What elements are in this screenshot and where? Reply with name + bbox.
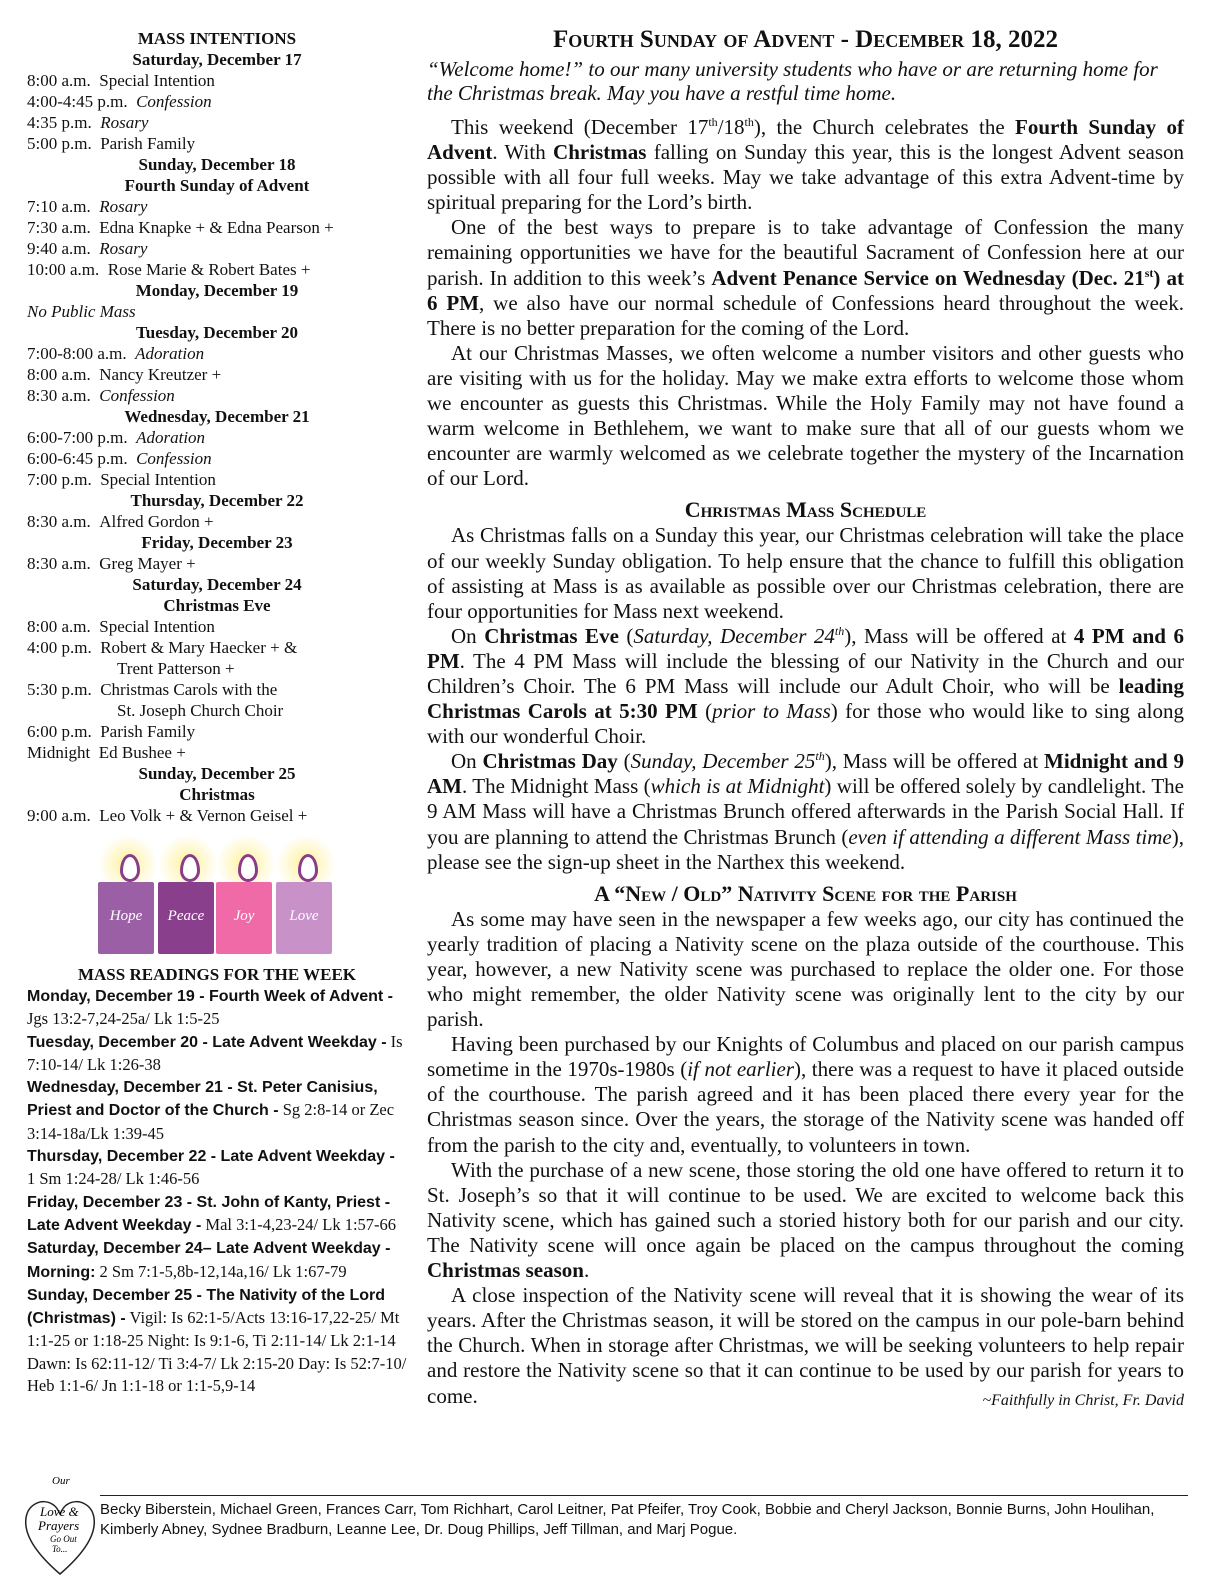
intention-text: Greg Mayer + bbox=[99, 554, 196, 573]
intention-time: 8:00 a.m. bbox=[27, 365, 91, 384]
intro-paragraph-1: This weekend (December 17th/18th), the Church celebrates the Fourth Sunday of Advent. With Christmas falling on Sunday this year, this is the longest Advent season possible with all four full weeks. May we take advantage of this extra Advent-time by spiritual preparing for the Lord’s birth. bbox=[427, 115, 1184, 215]
reading-entry bbox=[27, 1284, 407, 1397]
schedule-paragraph-3: On Christmas Day (Sunday, December 25th), Mass will be offered at Midnight and 9 AM. The Midnight Mass (which is at Midnight) will be offered solely by candlelight. The 9 AM Mass will have a Christmas Brunch offered afterwards in the Parish Social Hall. If you are planning to attend the Christmas Brunch (even if attending a different Mass time), please see the sign-up sheet in the Narthex this weekend. bbox=[427, 749, 1184, 874]
reading-refs: Sg 2:8-14 or Zec 3:14-18a/Lk 1:39-45 bbox=[27, 1100, 395, 1143]
intention-time: 6:00 p.m. bbox=[27, 722, 92, 741]
candle-hope bbox=[98, 882, 154, 954]
nativity-paragraph-2: Having been purchased by our Knights of Columbus and placed on our parish campus sometime in the 1970s-1980s (if not earlier), there was a request to have it placed outside of the courthouse. The parish agreed and it has been placed there every year for the Christmas season since. Over the years, the storage of the Nativity scene was handed off from the parish to the city and, eventually, to volunteers in town. bbox=[427, 1032, 1184, 1157]
intention-text: Parish Family bbox=[100, 134, 196, 153]
intro-paragraph-3: At our Christmas Masses, we often welcome a number visitors and other guests who are visiting with us for the holiday. May we make extra efforts to welcome those whom we encounter as guests this Christmas. While the Holy Family may not have found a warm welcome in Bethlehem, we want to make sure that all of our guests whom we encounter are warmly welcomed as we celebrate together the mystery of the Incarnation of our Lord. bbox=[427, 340, 1184, 491]
nativity-paragraph-1: As some may have seen in the newspaper a few weeks ago, our city has continued the yearly tradition of placing a Nativity scene on the plaza outside of the courthouse. This year, however, a new Nativity scene was purchased to replace the older one. For those who might remember, the older Nativity scene was originally lent to the city by our parish. bbox=[427, 906, 1184, 1032]
readings-list bbox=[27, 985, 407, 1397]
intention-row bbox=[27, 364, 407, 385]
intention-text: Rosary bbox=[99, 197, 148, 216]
logo-text: Our bbox=[52, 1475, 70, 1487]
logo-text: Go Out bbox=[50, 1534, 77, 1544]
intention-text: Confession bbox=[99, 386, 175, 405]
reading-entry bbox=[27, 1031, 407, 1077]
intention-row bbox=[27, 700, 407, 721]
intention-text: Parish Family bbox=[100, 722, 196, 741]
intention-text: Adoration bbox=[136, 428, 206, 447]
intention-text: Adoration bbox=[135, 344, 205, 363]
nativity-heading: A “New / Old” Nativity Scene for the Parish bbox=[594, 880, 1017, 906]
candle-peace bbox=[158, 882, 214, 954]
intention-time: 4:35 p.m. bbox=[27, 113, 92, 132]
intention-text: Confession bbox=[136, 449, 212, 468]
intention-row bbox=[27, 112, 407, 133]
intention-row bbox=[27, 511, 407, 532]
day-heading: Christmas bbox=[179, 785, 255, 804]
intention-text: Alfred Gordon + bbox=[99, 512, 214, 531]
intention-time: 7:00-8:00 a.m. bbox=[27, 344, 127, 363]
page-title: Fourth Sunday of Advent - December 18, 2022 bbox=[553, 26, 1058, 53]
flame-icon bbox=[180, 854, 200, 882]
intention-text: Trent Patterson + bbox=[117, 659, 235, 678]
reading-refs: Mal 3:1-4,23-24/ Lk 1:57-66 bbox=[201, 1214, 397, 1234]
advent-candles-image bbox=[92, 834, 342, 959]
intention-row bbox=[27, 238, 407, 259]
intention-text: Christmas Carols with the bbox=[100, 680, 278, 699]
candle-label: Joy bbox=[233, 908, 255, 924]
day-heading: Fourth Sunday of Advent bbox=[124, 176, 310, 195]
intention-row bbox=[27, 742, 407, 763]
intro-paragraph-2: One of the best ways to prepare is to take advantage of Confession the many remaining opportunities we have for the beautiful Sacrament of Confession here at our parish. In addition to this week’s Advent Penance Service on Wednesday (Dec. 21st) at 6 PM, we also have our normal schedule of Confessions heard throughout the week. There is no better preparation for the coming of the Lord. bbox=[427, 215, 1185, 340]
reading-entry bbox=[27, 1076, 407, 1145]
day-heading: Saturday, December 17 bbox=[132, 50, 302, 69]
candle-love bbox=[276, 882, 332, 954]
intention-time: 6:00-7:00 p.m. bbox=[27, 428, 128, 447]
intention-time: 5:00 p.m. bbox=[27, 134, 92, 153]
intention-text: Special Intention bbox=[99, 71, 215, 90]
intention-time: 10:00 a.m. bbox=[27, 260, 100, 279]
intention-row bbox=[27, 196, 407, 217]
reading-day: Monday, December 19 - Fourth Week of Advent - bbox=[27, 988, 393, 1005]
intention-text: Rose Marie & Robert Bates + bbox=[107, 260, 311, 279]
schedule-paragraph-1: As Christmas falls on a Sunday this year, our Christmas celebration will take the place of our weekly Sunday obligation. To help ensure that the chance to fulfill this obligation of assisting at Mass is as available as possible over our Christmas celebration, there are four opportunities for Mass next weekend. bbox=[427, 523, 1184, 623]
candle-label: Peace bbox=[167, 908, 205, 924]
reading-entry bbox=[27, 1145, 407, 1191]
candle-joy bbox=[216, 882, 272, 954]
intention-text: Rosary bbox=[100, 113, 149, 132]
schedule-paragraph-2: On Christmas Eve (Saturday, December 24th), Mass will be offered at 4 PM and 6 PM. The 4 PM Mass will include the blessing of our Nativity in the Church and our Children’s Choir. The 6 PM Mass will include our Adult Choir, who will be leading Christmas Carols at 5:30 PM (prior to Mass) for those who would like to sing along with our wonderful Choir. bbox=[427, 623, 1184, 749]
intention-row bbox=[27, 448, 407, 469]
day-heading: Friday, December 23 bbox=[141, 533, 293, 552]
intention-time: 8:30 a.m. bbox=[27, 554, 91, 573]
reading-refs: Vigil: Is 62:1-5/Acts 13:16-17,22-25/ Mt 1:1-25 or 1:18-25 Night: Is 9:1-6, Ti 2:11-14/ Lk 2:1-14 Dawn: Is 62:11-12/ Ti 3:4-7/ Lk 2:15-20 Day: Is 52:7-10/ Heb 1:1-6/ Jn 1:1-18 or 1:1-5,9-14 bbox=[27, 1308, 407, 1396]
reading-day: Tuesday, December 20 - Late Advent Weekday - bbox=[27, 1033, 387, 1051]
intention-time: Midnight bbox=[27, 743, 91, 762]
flame-icon bbox=[120, 854, 140, 882]
intention-row bbox=[27, 469, 407, 490]
intention-time: 6:00-6:45 p.m. bbox=[27, 449, 128, 468]
footer-rule bbox=[100, 1495, 1188, 1496]
reading-entry bbox=[27, 1191, 407, 1238]
intention-row bbox=[27, 553, 407, 574]
reading-entry bbox=[27, 985, 407, 1031]
intention-row bbox=[27, 259, 407, 280]
intention-row bbox=[27, 658, 407, 679]
welcome-message: “Welcome home!” to our many university students who have or are returning home for the Christmas break. May you have a restful time home. bbox=[427, 57, 1158, 105]
logo-text: Prayers bbox=[38, 1518, 80, 1533]
intention-row bbox=[27, 427, 407, 448]
mass-intentions-list bbox=[27, 49, 407, 826]
mass-intentions-title: MASS INTENTIONS bbox=[137, 29, 297, 48]
intention-text: Nancy Kreutzer + bbox=[99, 365, 222, 384]
reading-day: Saturday, December 24– Late Advent Weekday - Morning: bbox=[27, 1240, 391, 1281]
intention-row bbox=[27, 343, 407, 364]
nativity-paragraph-4: A close inspection of the Nativity scene will reveal that it is showing the wear of its years. After the Christmas season, it will be stored on the campus in our pole-barn behind the Church. When in storage after Christmas, we will be seeking volunteers to help repair and restore the Nativity scene so that it can continue to be used by our parish for years to come. ~Faithfully in Christ, Fr. David bbox=[427, 1283, 1184, 1408]
reading-entry bbox=[27, 1237, 407, 1284]
reading-refs: Is 7:10-14/ Lk 1:26-38 bbox=[27, 1031, 403, 1074]
intention-text: Robert & Mary Haecker + & bbox=[100, 638, 298, 657]
intention-time: 7:10 a.m. bbox=[27, 197, 91, 216]
intention-text: Confession bbox=[136, 92, 212, 111]
intention-row bbox=[27, 637, 407, 658]
intention-row bbox=[27, 91, 407, 112]
right-column bbox=[427, 26, 1184, 1413]
logo-text: Love & bbox=[40, 1504, 79, 1519]
prayer-list: Becky Biberstein, Michael Green, Frances Carr, Tom Richhart, Carol Leitner, Pat Pfeifer, Troy Cook, Bobbie and Cheryl Jackson, Bonnie Burns, John Houlihan, Kimberly Abney, Sydnee Bradburn, Leanne Lee, Dr. Doug Phillips, Jeff Tillman, and Marj Pogue. bbox=[100, 1501, 1155, 1538]
day-heading: Sunday, December 25 bbox=[138, 764, 296, 783]
intention-text: Ed Bushee + bbox=[98, 743, 186, 762]
reading-day: Wednesday, December 21 - St. Peter Canisius, Priest and Doctor of the Church - bbox=[27, 1079, 378, 1120]
reading-refs: Jgs 13:2-7,24-25a/ Lk 1:5-25 bbox=[27, 1009, 220, 1029]
intention-text: No Public Mass bbox=[27, 302, 136, 321]
intention-row bbox=[27, 721, 407, 742]
reading-day: Thursday, December 22 - Late Advent Weekday - bbox=[27, 1148, 395, 1166]
intention-text: St. Joseph Church Choir bbox=[117, 701, 284, 720]
reading-day: Friday, December 23 - St. John of Kanty, Priest - Late Advent Weekday - bbox=[27, 1193, 391, 1234]
intention-time: 8:30 a.m. bbox=[27, 386, 91, 405]
intention-text: Rosary bbox=[99, 239, 148, 258]
day-heading: Christmas Eve bbox=[163, 596, 271, 615]
intention-time: 8:30 a.m. bbox=[27, 512, 91, 531]
signature: ~Faithfully in Christ, Fr. David bbox=[982, 1391, 1184, 1409]
intention-text: Leo Volk + & Vernon Geisel + bbox=[99, 806, 308, 825]
candle-label: Hope bbox=[109, 908, 143, 924]
intention-time: 9:00 a.m. bbox=[27, 806, 91, 825]
intention-time: 8:00 a.m. bbox=[27, 617, 91, 636]
intention-row bbox=[27, 616, 407, 637]
prayer-heart-logo bbox=[22, 1470, 98, 1578]
day-heading: Thursday, December 22 bbox=[130, 491, 304, 510]
intention-text: Edna Knapke + & Edna Pearson + bbox=[99, 218, 334, 237]
intention-row bbox=[27, 301, 407, 322]
reading-refs: 1 Sm 1:24-28/ Lk 1:46-56 bbox=[27, 1169, 200, 1189]
intention-row bbox=[27, 217, 407, 238]
intention-row bbox=[27, 679, 407, 700]
intention-time: 9:40 a.m. bbox=[27, 239, 91, 258]
intention-text: Special Intention bbox=[99, 617, 215, 636]
intention-row bbox=[27, 805, 407, 826]
day-heading: Monday, December 19 bbox=[135, 281, 299, 300]
schedule-heading: Christmas Mass Schedule bbox=[684, 497, 927, 523]
day-heading: Sunday, December 18 bbox=[138, 155, 296, 174]
day-heading: Tuesday, December 20 bbox=[136, 323, 298, 342]
flame-icon bbox=[238, 854, 258, 882]
intention-row bbox=[27, 70, 407, 91]
nativity-paragraph-3: With the purchase of a new scene, those storing the old one have offered to return it to St. Joseph’s so that it will continue to be used. We are excited to welcome back this Nativity scene, which has gained such a storied history both for our parish and our city. The Nativity scene will once again be placed on the campus throughout the coming Christmas season. bbox=[427, 1157, 1184, 1283]
readings-title: MASS READINGS FOR THE WEEK bbox=[77, 965, 357, 984]
intention-time: 7:30 a.m. bbox=[27, 218, 91, 237]
intention-time: 8:00 a.m. bbox=[27, 71, 91, 90]
reading-refs: 2 Sm 7:1-5,8b-12,14a,16/ Lk 1:67-79 bbox=[95, 1261, 347, 1281]
intention-time: 7:00 p.m. bbox=[27, 470, 92, 489]
day-heading: Wednesday, December 21 bbox=[124, 407, 310, 426]
intention-time: 4:00-4:45 p.m. bbox=[27, 92, 128, 111]
candle-label: Love bbox=[289, 908, 319, 924]
left-column bbox=[27, 28, 407, 1397]
flame-icon bbox=[298, 854, 318, 882]
intention-time: 5:30 p.m. bbox=[27, 680, 92, 699]
logo-text: To... bbox=[52, 1544, 68, 1554]
intention-row bbox=[27, 133, 407, 154]
heart-icon bbox=[22, 1470, 98, 1578]
intention-row bbox=[27, 385, 407, 406]
reading-day: Sunday, December 25 - The Nativity of the Lord (Christmas) - bbox=[27, 1286, 385, 1328]
day-heading: Saturday, December 24 bbox=[132, 575, 302, 594]
intention-time: 4:00 p.m. bbox=[27, 638, 92, 657]
intention-text: Special Intention bbox=[100, 470, 216, 489]
